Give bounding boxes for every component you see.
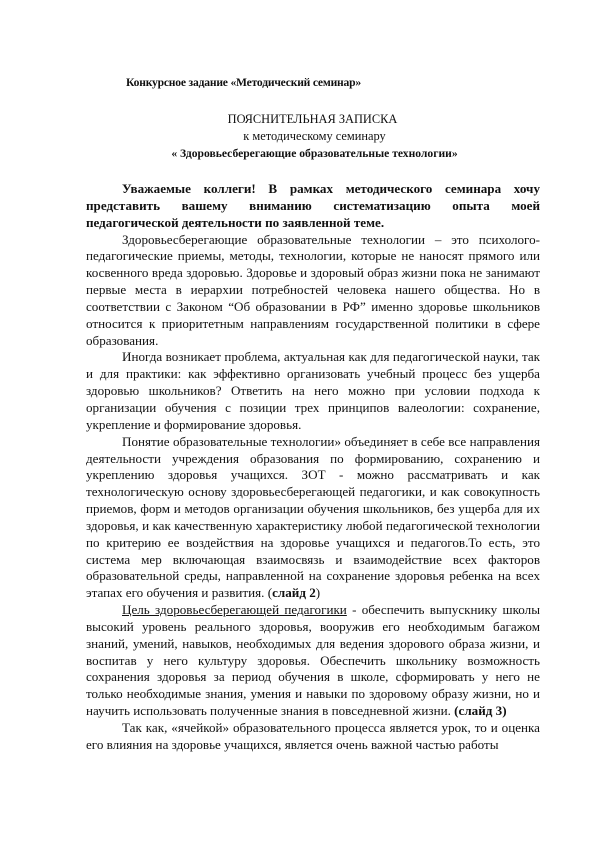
note-subtitle: к методическому семинару <box>243 129 386 143</box>
paragraph-lesson: Так как, «ячейкой» образовательного процесса является урок, то и оценка его влияния на здоровье учащихся, является очень важной частью работы <box>86 720 540 752</box>
note-title: ПОЯСНИТЕЛЬНАЯ ЗАПИСКА <box>227 112 398 126</box>
paragraph-concept-text: Понятие образовательные технологии» объединяет в себе все направления деятельности учреждения образования по формированию, сохранению и укреплению здоровья учащихся. ЗОТ - можно рассматривать и как технологическую основу здоровьесберегающей педагогики, и как совокупность приемов, форм и методов организации обучения школьников, без ущерба для их здоровья, и как качественную характеристику любой педагогической технологии по критерию ее воздействия на здоровье учащихся и педагогов.То есть, это система мер включающая взаимосвязь и взаимодействие всех факторов образовательной среды, направленной на сохранение здоровья ребенка на всех этапах его обучения и развития. ( <box>86 433 540 601</box>
paragraph-goal-text: - обеспечить выпускнику школы высокий уровень реального здоровья, вооружив его необходимым багажом знаний, умений, навыков, необходимых для ведения здорового образа жизни, и воспитав у него культуру здоровья. Обеспечить школьнику возможность сохранения здоровья за период обучения в школе, сформировать у него не только необходимые знания, умения и навыки по здоровому образу жизни, но и научить использовать полученные знания в повседневной жизни. <box>86 602 540 719</box>
slide-2-reference: слайд 2 <box>272 585 316 601</box>
paragraph-goal <box>86 602 540 720</box>
document-body <box>86 181 540 754</box>
greeting-paragraph: Уважаемые коллеги! В рамках методического семинара хочу представить вашему вниманию систематизацию опыта моей педагогической деятельности по заявленной теме. <box>86 181 540 230</box>
goal-heading: Цель здоровьесберегающей педагогики <box>122 602 347 618</box>
contest-title: Конкурсное задание «Методический семинар» <box>126 76 361 89</box>
note-topic: « Здоровьесберегающие образовательные технологии» <box>171 147 458 160</box>
paragraph-concept-close: ) <box>315 585 321 601</box>
paragraph-definition: Здоровьесберегающие образовательные технологии – это психолого-педагогические приемы, методы, технологии, которые не наносят прямого или косвенного вреда здоровью. Здоровье и здоровый образ жизни пока не занимают первые места в иерархии потребностей человека нашего общества. Но в соответствии с Законом “Об образовании в РФ” именно здоровье школьников относится к приоритетным направлениям государственной политики в сфере образования. <box>86 231 540 348</box>
paragraph-concept <box>86 434 540 602</box>
slide-3-reference: (слайд 3) <box>454 703 507 719</box>
paragraph-problem: Иногда возникает проблема, актуальная как для педагогической науки, так и для практики: как эффективно организовать учебный процесс без ущерба здоровью школьников? Ответить на него можно при условии подхода к организации обучения с позиции трех принципов валеологии: сохранение, укрепление и формирование здоровья. <box>86 349 540 432</box>
